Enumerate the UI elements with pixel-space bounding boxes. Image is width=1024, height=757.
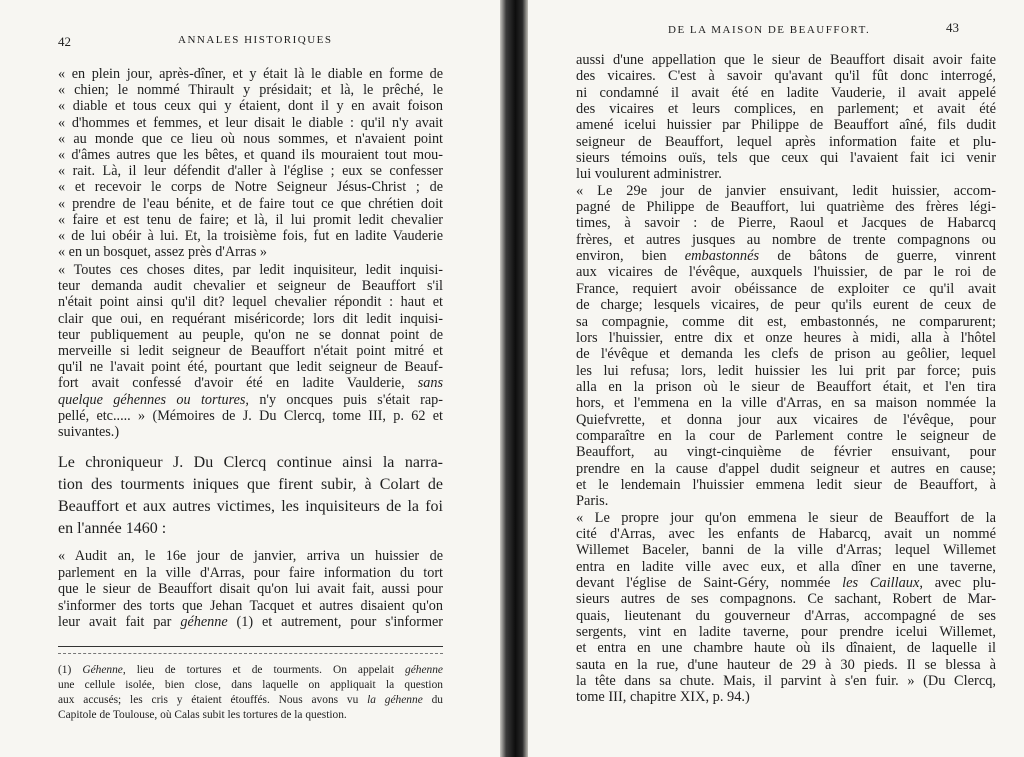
- text-line: s'informer des torts que Jehan Tacquet et autres disaient qu'on: [58, 597, 443, 614]
- text-line: prendre en la cause d'appel dudit seigneur et autres en cause;: [576, 460, 996, 477]
- text-line: sa compagnie, comme dit est, embastonnés, ne comparurent;: [576, 313, 996, 330]
- text-line: des vicaires et leurs complices, en parlement; et avait été: [576, 101, 996, 118]
- footnote-divider: [58, 653, 443, 654]
- text-line: frères, et autres jusques au nombre de trente compagnons ou: [576, 231, 996, 248]
- italic-word: sans: [417, 375, 443, 392]
- text-line: hors, et l'emmena en la ville d'Arras, en sa maison nommée la: [576, 395, 996, 412]
- text-span: , lieu de tortures et de tourments. On appelait: [122, 664, 394, 676]
- text-line: des vicaires. C'est à savoir qu'avant qu'il fût donc interrogé,: [576, 68, 996, 85]
- text-line: Beauffort, au vingt-cinquième de février ensuivant, pour: [576, 444, 996, 461]
- text-line: de charge; lesquels vicaires, de peur qu'ils eurent de ceux de: [576, 297, 996, 314]
- italic-word: géhenne: [405, 664, 443, 676]
- quote-block-2: [58, 262, 443, 440]
- text-line: les lui refusa; lors, ledit huissier les lui prit par force; puis: [576, 362, 996, 379]
- text-line: « d'âmes autres que les bêtes, et quand ils mouraient tout mou-: [58, 147, 443, 164]
- text-line: aussi d'une appellation que le sieur de Beauffort disait avoir faite: [576, 52, 996, 68]
- text-line: [58, 663, 443, 678]
- text-line: Beauffort et aux autres victimes, les inquisiteurs de la foi: [58, 498, 443, 515]
- text-line: Quiefvrette, et donna jour aux vicaires de l'évêque, pour: [576, 411, 996, 428]
- right-page: [528, 0, 1024, 757]
- running-head-left: ANNALES HISTORIQUES: [178, 34, 333, 46]
- text-span: n'y oncques puis s'était rap-: [259, 391, 443, 408]
- running-head-right: DE LA MAISON DE BEAUFFORT.: [668, 24, 871, 36]
- text-line: times, à savoir : de Pierre, Raoul et Jacques de Habarcq: [576, 215, 996, 232]
- text-line: entra en ladite ville avec eux, et alla dîner en une taverne,: [576, 558, 996, 575]
- text-line: la tête dans sa chute. Mais, il parvint à s'en fuir. » (Du Clercq,: [576, 673, 996, 690]
- text-span: environ, bien: [576, 248, 667, 265]
- text-line: « d'hommes et femmes, et leur disait le diable : qu'il n'y avait: [58, 114, 443, 131]
- text-line: « au monde que ce lieu où nous sommes, et n'avaient point: [58, 130, 443, 147]
- text-line: que le sieur de Beauffort disait qu'on lui avait fait, aussi pour: [58, 581, 443, 598]
- text-line: « en un bosquet, assez près d'Arras »: [58, 244, 268, 261]
- text-line: sieurs témoins ouïs, tels que ceux qui l'avaient fait ici venir: [576, 150, 996, 167]
- text-span: fort avait confessé d'avoir été en ladite Vaulderie,: [58, 375, 405, 392]
- text-line: « Audit an, le 16e jour de janvier, arriva un huissier de: [58, 548, 443, 564]
- quote-block-1: [58, 66, 443, 260]
- page-number-right: 43: [946, 20, 959, 35]
- text-line: comparaître en la cour de Parlement contre le seigneur de: [576, 427, 996, 444]
- text-line: teur demanda audit chevalier et seigneur de Beauffort s'il: [58, 278, 443, 295]
- text-line: « chien; le nommé Thirault y présidait; et là, le prêché, le: [58, 82, 443, 99]
- text-line: sauta en la rue, d'une hauteur de 29 à 30 pieds. Il se blessa à: [576, 656, 996, 673]
- left-page: [0, 0, 500, 757]
- text-span: devant l'église de Saint-Géry, nommée: [576, 575, 831, 591]
- quote-block-3: [58, 548, 443, 631]
- text-line: [58, 614, 443, 631]
- text-line: teur publiquement au peuple, qu'on ne se donnat point de: [58, 326, 443, 343]
- text-line: [576, 575, 996, 591]
- text-line: « Le 29e jour de janvier ensuivant, ledit huissier, accom-: [576, 182, 996, 199]
- text-line: alla en la prison où le sieur de Beauffort était, et l'en tira: [576, 378, 996, 395]
- text-line: « diable et tous ceux qui y étaient, dont il y en avait foison: [58, 98, 443, 115]
- text-line: amené icelui huissier par Philippe de Beauffort aîné, fils dudit: [576, 117, 996, 134]
- text-span: aux accusés; les cris y étaient étouffés. Nous avons vu: [58, 694, 359, 706]
- text-line: « rait. Là, il leur défendit d'aller à l'église ; eux se confesser: [58, 163, 443, 180]
- text-span: du: [431, 694, 443, 706]
- page-number-left: 42: [58, 34, 71, 49]
- text-line: merveille si ledit seigneur de Beauffort n'était point mitré et: [58, 343, 443, 360]
- text-line: seigneur de Beauffort, lequel après information faite et plu-: [576, 133, 996, 150]
- text-line: [576, 248, 996, 264]
- text-line: Paris.: [576, 493, 609, 510]
- text-line: « Toutes ces choses dites, par ledit inquisiteur, ledit inquisi-: [58, 262, 443, 278]
- body-paragraph: [58, 452, 443, 540]
- footnote-divider: [58, 646, 443, 647]
- text-line: [58, 375, 443, 391]
- text-span: (1) et autrement, pour s'informer: [236, 614, 443, 631]
- text-line: sieurs autres de ses compagnons. Ce sachant, Robert de Mar-: [576, 591, 996, 608]
- text-line: « Le propre jour qu'on emmena le sieur de Beauffort de la: [576, 509, 996, 526]
- text-line: tome III, chapitre XIX, p. 94.): [576, 689, 750, 706]
- italic-word: géhenne: [180, 614, 228, 631]
- footnote: [58, 663, 443, 723]
- text-line: et le lendemain l'huissier emmena ledit sieur de Beauffort, à: [576, 476, 996, 493]
- text-line: quais, lieutenant du gouverneur d'Arras, accompagné de ses: [576, 607, 996, 624]
- italic-phrase: les Caillaux: [842, 575, 920, 591]
- text-line: lors l'huissier, entre dix et onze heures à midi, alla à l'hôtel: [576, 329, 996, 346]
- text-line: une cellule isolée, bien close, dans laquelle on appliquait la question: [58, 679, 443, 691]
- italic-phrase: quelque géhennes ou tortures,: [58, 391, 249, 408]
- book-gutter: [500, 0, 528, 757]
- text-line: « faire et est tenu de faire; et là, il lui promit ledit chevalier: [58, 211, 443, 228]
- text-line: n'était point ainsi qu'il dit? lequel chevalier répondit : haut et: [58, 294, 443, 311]
- text-line: ni condamné il avait été en ladite Vauderie, il avait appelé: [576, 84, 996, 101]
- text-line: de l'évêque et demanda les clefs de prison au geôlier, lequel: [576, 346, 996, 363]
- text-line: Willemet Baceler, banni de la ville d'Arras; lequel Willemet: [576, 542, 996, 559]
- text-span: leur avait fait par: [58, 614, 172, 631]
- text-line: France, requiert avoir obéissance de exploiter ce qu'il avait: [576, 280, 996, 297]
- text-line: « prendre de l'eau bénite, et de faire tout ce que chrétien doit: [58, 195, 443, 212]
- text-line: [58, 693, 443, 708]
- text-line: « en plein jour, après-dîner, et y était là le diable en forme de: [58, 66, 443, 82]
- text-line: clair que oui, en requérant miséricorde; lors dit ledit inquisi-: [58, 310, 443, 327]
- italic-word: embastonnés: [684, 248, 760, 265]
- text-line: et entra en une chambre haute où ils dînaient, de laquelle il: [576, 640, 996, 657]
- text-line: pagné de Philippe de Beauffort, lui quatrième des frères légi-: [576, 199, 996, 216]
- text-span: de bâtons de guerre, vinrent: [777, 248, 996, 265]
- text-line: « et recevoir le corps de Notre Seigneur Jésus-Christ ; de: [58, 179, 443, 196]
- body-text-right: [576, 52, 996, 706]
- text-span: , avec plu-: [919, 575, 996, 591]
- text-line: [58, 392, 443, 408]
- text-line: qu'il ne l'avait point été, pourtant que ledit seigneur de Beauf-: [58, 359, 443, 376]
- text-line: suivantes.): [58, 424, 120, 441]
- text-line: Le chroniqueur J. Du Clercq continue ainsi la narra-: [58, 454, 443, 471]
- italic-phrase: la géhenne: [367, 694, 423, 706]
- text-line: aux vicaires de l'évêque, auxquels l'huissier, de par le roi de: [576, 264, 996, 281]
- text-line: pellé, etc..... » (Mémoires de J. Du Clercq, tome III, p. 62 et: [58, 407, 443, 424]
- text-line: « de lui obéir à lui. Et, la troisième fois, fut en ladite Vauderie: [58, 228, 443, 245]
- text-line: lui voulurent administrer.: [576, 166, 722, 183]
- text-line: parlement en la ville d'Arras, pour faire information du tort: [58, 564, 443, 581]
- text-line: sergents, vint en ladite taverne, pour prendre icelui Willemet,: [576, 624, 996, 641]
- footnote-marker: (1): [58, 664, 72, 676]
- italic-word: Géhenne: [82, 664, 123, 676]
- text-line: tion des tourments iniques que firent subir, à Colart de: [58, 476, 443, 493]
- text-line: cité d'Arras, avec les enfants de Habarcq, avait un nommé: [576, 525, 996, 542]
- text-line: Capitole de Toulouse, où Calas subit les tortures de la question.: [58, 709, 347, 721]
- text-line: en l'année 1460 :: [58, 520, 167, 537]
